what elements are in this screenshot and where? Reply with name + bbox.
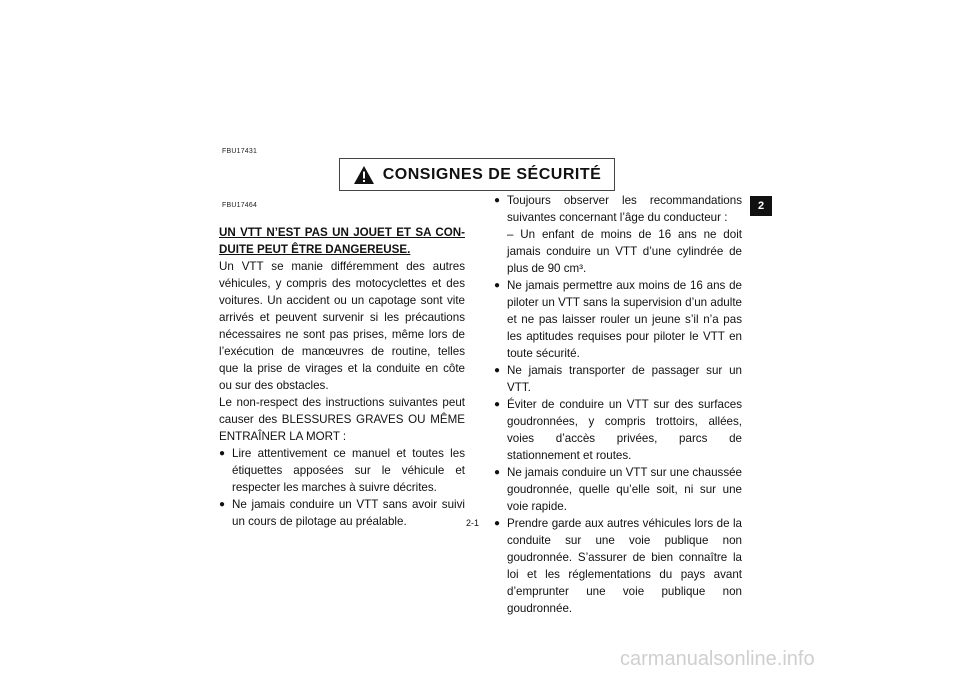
section-tab: 2 [750, 196, 772, 216]
list-item [494, 464, 742, 515]
bullet-icon: ● [494, 195, 501, 206]
title-box [339, 158, 615, 191]
list-item [494, 192, 742, 277]
section-heading-line2: DUITE PEUT ÊTRE DANGEREUSE. [219, 243, 411, 256]
bullet-icon: ● [494, 399, 501, 410]
ref-code-title: FBU17431 [222, 148, 258, 155]
intro-paragraph: Un VTT se manie différemment des autres véhicules, y compris des motocyclettes et des voitures. Un accident ou un capotage sont vite arrivés et peuvent survenir si les précautions nécessaires ne sont pas prises, même lors de l’exécution de manœuvres de routine, telles que la prise de virages et la conduite en côte ou sur des obstacles. [219, 260, 465, 392]
bullet-icon: ● [494, 467, 501, 478]
bullet-text: Lire attentivement ce manuel et toutes les étiquettes apposées sur le véhicule et respecter les marches à suivre décrites. [232, 447, 465, 494]
bullet-subtext: – Un enfant de moins de 16 ans ne doit jamais conduire un VTT d’une cylindrée de plus de 90 cm³. [507, 228, 742, 275]
list-item [494, 515, 742, 617]
bullet-icon: ● [494, 365, 501, 376]
right-column [494, 192, 742, 617]
bullet-icon: ● [219, 448, 226, 459]
bullet-text: Prendre garde aux autres véhicules lors de la conduite sur une voie publique non goudronnée. S’assurer de bien connaître la loi et les réglementations du pays avant d’emprunter une voie publique non goudronnée. [507, 517, 742, 615]
warning-icon [353, 165, 375, 185]
bullet-icon: ● [494, 518, 501, 529]
page-number: 2-1 [466, 518, 480, 528]
warning-paragraph: Le non-respect des instructions suivantes peut causer des BLESSURES GRAVES OU MÊME ENTRAÎNER LA MORT : [219, 396, 465, 443]
left-column [219, 224, 465, 530]
bullet-text: Ne jamais conduire un VTT sur une chaussée goudronnée, quelle qu’elle soit, ni sur une voie rapide. [507, 466, 743, 513]
bullet-text: Éviter de conduire un VTT sur des surfaces goudronnées, y compris trottoirs, allées, voies d’accès privées, parcs de stationnement et routes. [507, 398, 742, 462]
bullet-text: Ne jamais transporter de passager sur un VTT. [507, 364, 742, 394]
bullet-text: Toujours observer les recommandations suivantes concernant l’âge du conducteur : [507, 194, 742, 224]
bullet-text: Ne jamais conduire un VTT sans avoir suivi un cours de pilotage au préalable. [232, 498, 465, 528]
list-item [494, 396, 742, 464]
watermark: carmanualsonline.info [620, 648, 815, 670]
list-item [219, 445, 465, 496]
list-item [494, 277, 742, 362]
list-item [219, 496, 465, 530]
list-item [494, 362, 742, 396]
page-title: CONSIGNES DE SÉCURITÉ [382, 165, 602, 183]
bullet-icon: ● [494, 280, 501, 291]
bullet-text-group [507, 192, 742, 277]
bullet-icon: ● [219, 499, 226, 510]
section-heading-line1: UN VTT N’EST PAS UN JOUET ET SA CON- [219, 226, 465, 239]
ref-code-body: FBU17464 [222, 202, 258, 209]
bullet-text: Ne jamais permettre aux moins de 16 ans de piloter un VTT sans la supervision d’un adulte et ne pas laisser rouler un jeune s’il n’a pas les aptitudes requises pour piloter le VTT en toute sécurité. [507, 279, 742, 360]
